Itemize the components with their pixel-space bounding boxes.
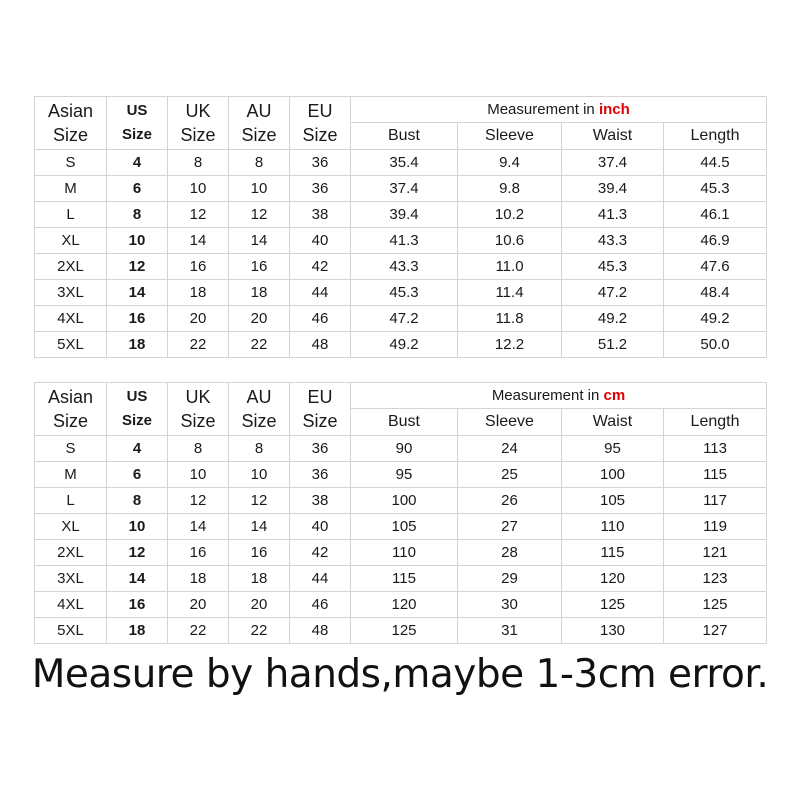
- eu-size-cell: 44: [290, 566, 351, 592]
- asian-size-cell: S: [35, 436, 107, 462]
- length-cell: 123: [664, 566, 767, 592]
- bust-cell: 120: [351, 592, 458, 618]
- table-row: [35, 150, 767, 176]
- bust-cell: 125: [351, 618, 458, 644]
- us-size-cell: 14: [107, 566, 168, 592]
- header-eu-size: [290, 97, 351, 150]
- asian-size-cell: L: [35, 488, 107, 514]
- bust-cell: 95: [351, 462, 458, 488]
- uk-size-cell: 12: [168, 202, 229, 228]
- us-size-cell: 10: [107, 228, 168, 254]
- table-row: [35, 514, 767, 540]
- waist-cell: 43.3: [562, 228, 664, 254]
- header-asian-size: [35, 97, 107, 150]
- header-us-line-2: Size: [121, 412, 152, 429]
- asian-size-cell: 3XL: [35, 566, 107, 592]
- waist-cell: 41.3: [562, 202, 664, 228]
- measurement-unit: inch: [598, 101, 630, 118]
- waist-cell: 130: [562, 618, 664, 644]
- waist-cell: 110: [562, 514, 664, 540]
- length-cell: 113: [664, 436, 767, 462]
- table-row: [35, 436, 767, 462]
- us-size-cell: 16: [107, 592, 168, 618]
- au-size-cell: 18: [229, 566, 290, 592]
- us-size-cell: 10: [107, 514, 168, 540]
- table-row: [35, 592, 767, 618]
- table-row: [35, 306, 767, 332]
- uk-size-cell: 8: [168, 150, 229, 176]
- header-au-line-1: AU: [246, 387, 272, 407]
- measurement-title: [351, 383, 767, 409]
- bust-cell: 105: [351, 514, 458, 540]
- measurement-title: [351, 97, 767, 123]
- uk-size-cell: 14: [168, 228, 229, 254]
- au-size-cell: 10: [229, 462, 290, 488]
- sleeve-cell: 9.8: [458, 176, 562, 202]
- table-row: [35, 462, 767, 488]
- waist-cell: 51.2: [562, 332, 664, 358]
- waist-cell: 39.4: [562, 176, 664, 202]
- sleeve-cell: 9.4: [458, 150, 562, 176]
- eu-size-cell: 44: [290, 280, 351, 306]
- header-us-size: [107, 97, 168, 150]
- sleeve-cell: 11.0: [458, 254, 562, 280]
- sleeve-cell: 11.4: [458, 280, 562, 306]
- uk-size-cell: 18: [168, 566, 229, 592]
- au-size-cell: 14: [229, 514, 290, 540]
- length-cell: 127: [664, 618, 767, 644]
- header-uk-line-1: UK: [185, 387, 211, 407]
- size-table-cm: [34, 382, 767, 644]
- us-size-cell: 18: [107, 618, 168, 644]
- header-au-line-2: Size: [241, 125, 277, 145]
- us-size-cell: 6: [107, 462, 168, 488]
- asian-size-cell: 4XL: [35, 306, 107, 332]
- uk-size-cell: 10: [168, 462, 229, 488]
- us-size-cell: 18: [107, 332, 168, 358]
- measurement-prefix: Measurement in: [491, 387, 600, 404]
- table-row: [35, 332, 767, 358]
- sleeve-cell: 12.2: [458, 332, 562, 358]
- bust-cell: 90: [351, 436, 458, 462]
- sleeve-cell: 27: [458, 514, 562, 540]
- header-eu-line-2: Size: [302, 411, 338, 431]
- measurement-prefix: Measurement in: [487, 101, 595, 118]
- length-cell: 119: [664, 514, 767, 540]
- au-size-cell: 12: [229, 488, 290, 514]
- asian-size-cell: 2XL: [35, 540, 107, 566]
- measurement-unit: cm: [603, 387, 626, 404]
- uk-size-cell: 22: [168, 332, 229, 358]
- au-size-cell: 14: [229, 228, 290, 254]
- au-size-cell: 8: [229, 436, 290, 462]
- size-table-body: [35, 97, 767, 358]
- eu-size-cell: 46: [290, 592, 351, 618]
- waist-cell: 100: [562, 462, 664, 488]
- length-cell: 46.1: [664, 202, 767, 228]
- length-cell: 115: [664, 462, 767, 488]
- us-size-cell: 12: [107, 254, 168, 280]
- eu-size-cell: 42: [290, 540, 351, 566]
- waist-cell: 45.3: [562, 254, 664, 280]
- eu-size-cell: 48: [290, 618, 351, 644]
- eu-size-cell: 36: [290, 150, 351, 176]
- header-asian-size: [35, 383, 107, 436]
- header-asian-line-2: Size: [52, 125, 88, 145]
- eu-size-cell: 36: [290, 462, 351, 488]
- uk-size-cell: 10: [168, 176, 229, 202]
- length-cell: 117: [664, 488, 767, 514]
- header-us-line-1: US: [126, 102, 148, 119]
- waist-cell: 115: [562, 540, 664, 566]
- sleeve-cell: 10.6: [458, 228, 562, 254]
- header-length: Length: [664, 123, 767, 150]
- uk-size-cell: 22: [168, 618, 229, 644]
- size-table-body: [35, 383, 767, 644]
- header-uk-line-2: Size: [180, 125, 216, 145]
- header-waist: Waist: [562, 409, 664, 436]
- header-us-line-2: Size: [121, 126, 152, 143]
- sleeve-cell: 25: [458, 462, 562, 488]
- header-bust: Bust: [351, 123, 458, 150]
- bust-cell: 39.4: [351, 202, 458, 228]
- bust-cell: 43.3: [351, 254, 458, 280]
- header-us-size: [107, 383, 168, 436]
- au-size-cell: 22: [229, 618, 290, 644]
- sleeve-cell: 24: [458, 436, 562, 462]
- table-row: [35, 488, 767, 514]
- au-size-cell: 16: [229, 540, 290, 566]
- au-size-cell: 18: [229, 280, 290, 306]
- asian-size-cell: M: [35, 462, 107, 488]
- header-asian-line-1: Asian: [47, 101, 94, 121]
- length-cell: 50.0: [664, 332, 767, 358]
- length-cell: 121: [664, 540, 767, 566]
- eu-size-cell: 40: [290, 228, 351, 254]
- header-row: [35, 97, 767, 123]
- header-uk-line-2: Size: [180, 411, 216, 431]
- waist-cell: 49.2: [562, 306, 664, 332]
- sleeve-cell: 11.8: [458, 306, 562, 332]
- table-row: [35, 566, 767, 592]
- length-cell: 45.3: [664, 176, 767, 202]
- header-eu-line-1: EU: [307, 101, 333, 121]
- waist-cell: 37.4: [562, 150, 664, 176]
- eu-size-cell: 42: [290, 254, 351, 280]
- header-eu-size: [290, 383, 351, 436]
- length-cell: 48.4: [664, 280, 767, 306]
- waist-cell: 47.2: [562, 280, 664, 306]
- eu-size-cell: 38: [290, 202, 351, 228]
- asian-size-cell: XL: [35, 514, 107, 540]
- bust-cell: 115: [351, 566, 458, 592]
- table-row: [35, 618, 767, 644]
- asian-size-cell: S: [35, 150, 107, 176]
- uk-size-cell: 14: [168, 514, 229, 540]
- header-au-size: [229, 97, 290, 150]
- uk-size-cell: 18: [168, 280, 229, 306]
- asian-size-cell: 4XL: [35, 592, 107, 618]
- waist-cell: 105: [562, 488, 664, 514]
- table-row: [35, 202, 767, 228]
- eu-size-cell: 38: [290, 488, 351, 514]
- sleeve-cell: 10.2: [458, 202, 562, 228]
- eu-size-cell: 48: [290, 332, 351, 358]
- us-size-cell: 16: [107, 306, 168, 332]
- bust-cell: 37.4: [351, 176, 458, 202]
- uk-size-cell: 12: [168, 488, 229, 514]
- au-size-cell: 12: [229, 202, 290, 228]
- header-row: [35, 383, 767, 409]
- sleeve-cell: 29: [458, 566, 562, 592]
- waist-cell: 95: [562, 436, 664, 462]
- us-size-cell: 4: [107, 436, 168, 462]
- header-sleeve: Sleeve: [458, 409, 562, 436]
- length-cell: 44.5: [664, 150, 767, 176]
- us-size-cell: 6: [107, 176, 168, 202]
- asian-size-cell: XL: [35, 228, 107, 254]
- header-eu-line-2: Size: [302, 125, 338, 145]
- uk-size-cell: 20: [168, 306, 229, 332]
- header-bust: Bust: [351, 409, 458, 436]
- asian-size-cell: 5XL: [35, 332, 107, 358]
- asian-size-cell: 2XL: [35, 254, 107, 280]
- sleeve-cell: 28: [458, 540, 562, 566]
- asian-size-cell: 3XL: [35, 280, 107, 306]
- bust-cell: 100: [351, 488, 458, 514]
- eu-size-cell: 40: [290, 514, 351, 540]
- au-size-cell: 20: [229, 306, 290, 332]
- au-size-cell: 16: [229, 254, 290, 280]
- bust-cell: 110: [351, 540, 458, 566]
- table-row: [35, 280, 767, 306]
- au-size-cell: 8: [229, 150, 290, 176]
- size-table-inch: [34, 96, 767, 358]
- waist-cell: 125: [562, 592, 664, 618]
- header-uk-size: [168, 383, 229, 436]
- bust-cell: 45.3: [351, 280, 458, 306]
- header-au-size: [229, 383, 290, 436]
- us-size-cell: 4: [107, 150, 168, 176]
- length-cell: 47.6: [664, 254, 767, 280]
- eu-size-cell: 46: [290, 306, 351, 332]
- uk-size-cell: 16: [168, 540, 229, 566]
- uk-size-cell: 20: [168, 592, 229, 618]
- us-size-cell: 8: [107, 202, 168, 228]
- length-cell: 125: [664, 592, 767, 618]
- length-cell: 46.9: [664, 228, 767, 254]
- au-size-cell: 10: [229, 176, 290, 202]
- header-waist: Waist: [562, 123, 664, 150]
- header-au-line-2: Size: [241, 411, 277, 431]
- table-row: [35, 228, 767, 254]
- au-size-cell: 20: [229, 592, 290, 618]
- length-cell: 49.2: [664, 306, 767, 332]
- table-row: [35, 254, 767, 280]
- asian-size-cell: 5XL: [35, 618, 107, 644]
- us-size-cell: 14: [107, 280, 168, 306]
- waist-cell: 120: [562, 566, 664, 592]
- sleeve-cell: 26: [458, 488, 562, 514]
- header-uk-line-1: UK: [185, 101, 211, 121]
- header-asian-line-1: Asian: [47, 387, 94, 407]
- us-size-cell: 12: [107, 540, 168, 566]
- sleeve-cell: 30: [458, 592, 562, 618]
- us-size-cell: 8: [107, 488, 168, 514]
- eu-size-cell: 36: [290, 176, 351, 202]
- header-us-line-1: US: [126, 388, 148, 405]
- au-size-cell: 22: [229, 332, 290, 358]
- bust-cell: 41.3: [351, 228, 458, 254]
- header-sleeve: Sleeve: [458, 123, 562, 150]
- uk-size-cell: 16: [168, 254, 229, 280]
- bust-cell: 47.2: [351, 306, 458, 332]
- bust-cell: 49.2: [351, 332, 458, 358]
- header-length: Length: [664, 409, 767, 436]
- header-uk-size: [168, 97, 229, 150]
- header-au-line-1: AU: [246, 101, 272, 121]
- asian-size-cell: M: [35, 176, 107, 202]
- sleeve-cell: 31: [458, 618, 562, 644]
- table-row: [35, 540, 767, 566]
- measurement-note: Measure by hands,maybe 1-3cm error.: [31, 652, 769, 697]
- asian-size-cell: L: [35, 202, 107, 228]
- table-row: [35, 176, 767, 202]
- bust-cell: 35.4: [351, 150, 458, 176]
- header-eu-line-1: EU: [307, 387, 333, 407]
- uk-size-cell: 8: [168, 436, 229, 462]
- eu-size-cell: 36: [290, 436, 351, 462]
- header-asian-line-2: Size: [52, 411, 88, 431]
